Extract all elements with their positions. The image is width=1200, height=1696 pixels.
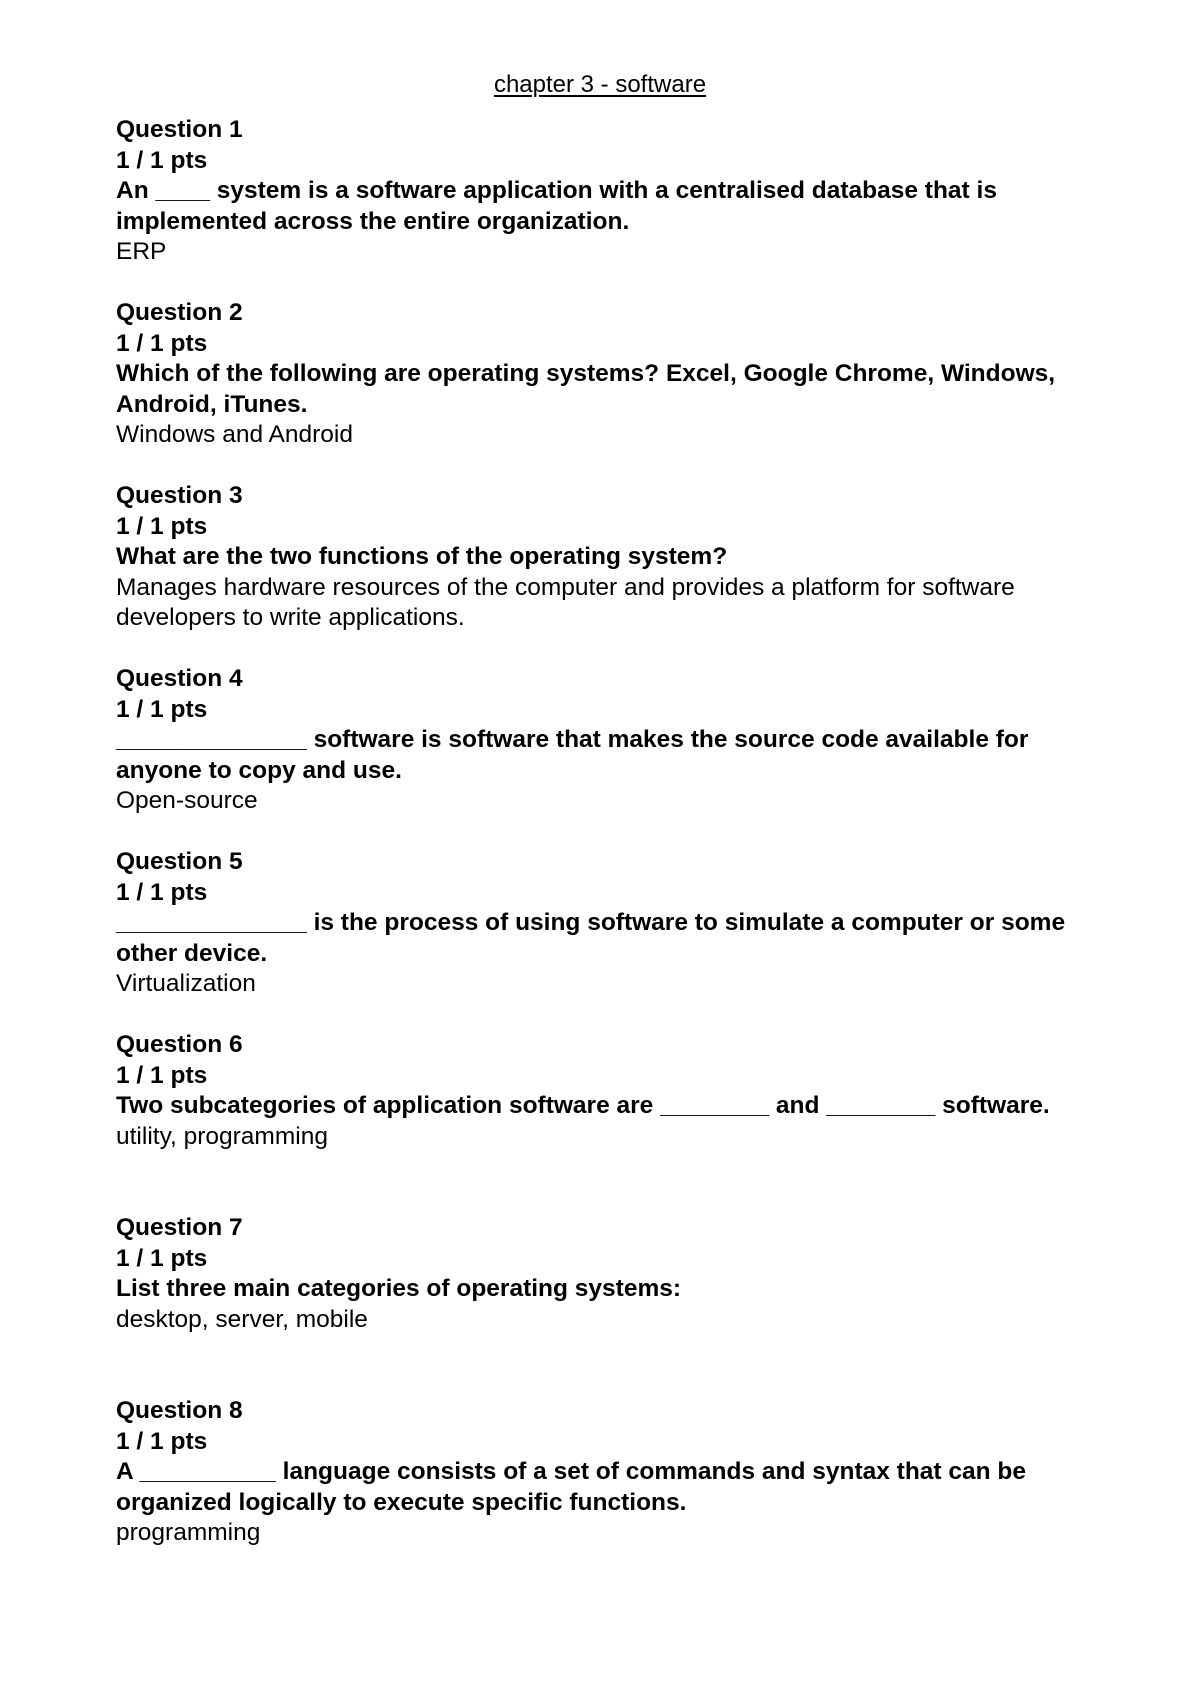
question-text: An ____ system is a software application with a centralised database that is implemented across the entire organization. — [116, 177, 997, 235]
question-points: 1 / 1 pts — [116, 329, 208, 357]
question-text: List three main categories of operating systems: — [116, 1275, 682, 1302]
question-heading: Question 5 — [116, 848, 243, 875]
question-block — [116, 298, 1096, 481]
question-points: 1 / 1 pts — [116, 695, 208, 723]
question-block — [116, 1030, 1096, 1213]
question-heading: Question 2 — [116, 299, 243, 326]
question-points: 1 / 1 pts — [116, 878, 208, 906]
question-heading: Question 4 — [116, 665, 243, 692]
question-block — [116, 115, 1096, 298]
question-text: A __________ language consists of a set of commands and syntax that can be organized logically to execute specific functions. — [116, 1458, 1027, 1516]
question-points: 1 / 1 pts — [116, 512, 208, 540]
question-answer: programming — [116, 1519, 261, 1546]
question-text: Which of the following are operating systems? Excel, Google Chrome, Windows, Android, iTunes. — [116, 360, 1056, 418]
question-block — [116, 847, 1096, 1030]
question-text: What are the two functions of the operating system? — [116, 543, 728, 570]
question-block — [116, 481, 1096, 664]
question-text: Two subcategories of application software are ________ and ________ software. — [116, 1092, 1050, 1119]
question-answer: utility, programming — [116, 1122, 328, 1150]
document-title: chapter 3 - software — [493, 71, 707, 98]
question-heading: Question 6 — [116, 1031, 243, 1058]
question-heading: Question 1 — [116, 116, 243, 143]
question-answer: Manages hardware resources of the computer and provides a platform for software developers to write applications. — [116, 573, 1015, 631]
question-points: 1 / 1 pts — [116, 146, 208, 174]
question-answer: ERP — [116, 238, 167, 265]
question-block — [116, 1213, 1096, 1396]
question-heading: Question 8 — [116, 1397, 243, 1424]
question-points: 1 / 1 pts — [116, 1244, 208, 1272]
question-answer: desktop, server, mobile — [116, 1305, 368, 1333]
question-heading: Question 7 — [116, 1214, 243, 1241]
question-points: 1 / 1 pts — [116, 1061, 208, 1089]
question-text: ______________ software is software that makes the source code available for anyone to copy and use. — [116, 726, 1029, 784]
question-answer: Windows and Android — [116, 421, 353, 448]
question-text: ______________ is the process of using software to simulate a computer or some other device. — [116, 909, 1066, 967]
question-block — [116, 664, 1096, 847]
question-block — [116, 1396, 1096, 1579]
question-list — [116, 115, 1096, 1579]
question-heading: Question 3 — [116, 482, 243, 509]
question-points: 1 / 1 pts — [116, 1427, 208, 1455]
question-answer: Open-source — [116, 787, 258, 814]
question-answer: Virtualization — [116, 970, 256, 997]
